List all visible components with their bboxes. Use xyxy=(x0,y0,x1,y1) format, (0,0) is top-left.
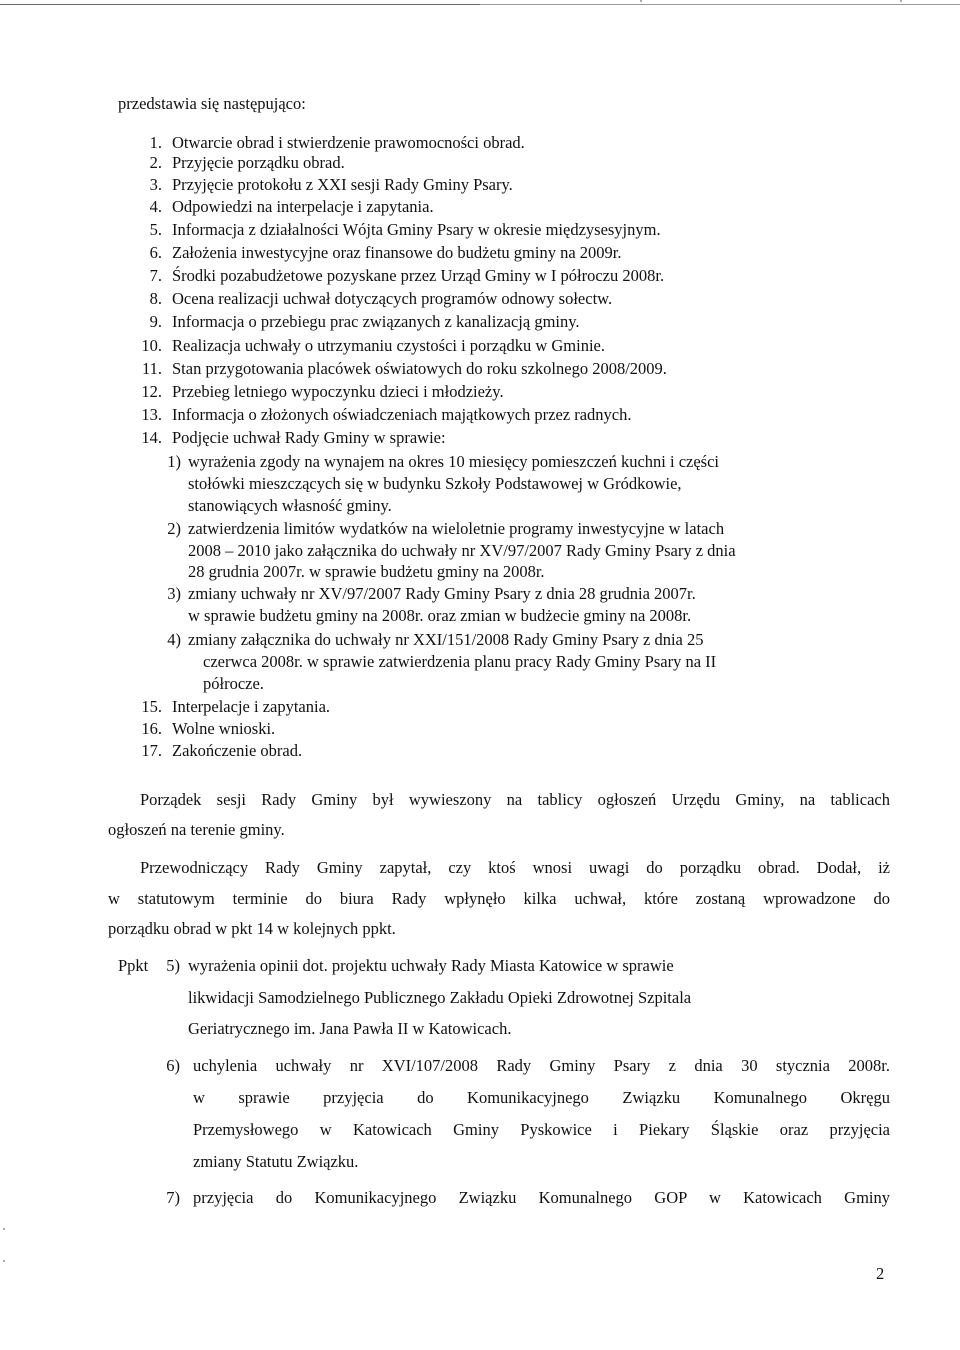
paragraph-line: w statutowym terminie do biura Rady wpłynęło kilka uchwał, które zostaną wprowadzone do xyxy=(108,889,890,908)
agenda-number: 1. xyxy=(149,133,162,152)
agenda-item: Wolne wnioski. xyxy=(172,719,276,738)
sub-item-line: 2008 – 2010 jako załącznika do uchwały nr XV/97/2007 Rady Gminy Psary z dnia xyxy=(188,541,736,560)
paragraph-line: porządku obrad w pkt 14 w kolejnych ppkt. xyxy=(108,919,396,938)
sub-number: 3) xyxy=(167,584,181,603)
ppkt-line: zmiany Statutu Związku. xyxy=(193,1152,359,1171)
ppkt-line: przyjęcia do Komunikacyjnego Związku Komunalnego GOP w Katowicach Gminy xyxy=(193,1188,890,1207)
agenda-number: 12. xyxy=(141,382,162,401)
sub-item-line: w sprawie budżetu gminy na 2008r. oraz zmian w budżecie gminy na 2008r. xyxy=(188,606,692,625)
agenda-number: 4. xyxy=(149,197,162,216)
agenda-item: Informacja z działalności Wójta Gminy Psary w okresie międzysesyjnym. xyxy=(172,220,661,239)
agenda-number: 17. xyxy=(141,741,162,760)
agenda-number: 6. xyxy=(149,243,162,262)
agenda-item: Środki pozabudżetowe pozyskane przez Urząd Gminy w I półroczu 2008r. xyxy=(172,266,665,285)
ppkt-number: 7) xyxy=(166,1188,180,1207)
agenda-number: 10. xyxy=(141,336,162,355)
agenda-number: 8. xyxy=(149,289,162,308)
page-number: 2 xyxy=(876,1264,885,1283)
agenda-item: Informacja o przebiegu prac związanych z kanalizacją gminy. xyxy=(172,312,580,331)
scan-speck xyxy=(3,1260,5,1262)
ppkt-line: wyrażenia opinii dot. projektu uchwały Rady Miasta Katowice w sprawie xyxy=(188,956,674,975)
agenda-item: Otwarcie obrad i stwierdzenie prawomocności obrad. xyxy=(172,133,525,152)
agenda-number: 14. xyxy=(141,428,162,447)
ppkt-label: Ppkt xyxy=(118,956,149,975)
scan-speck xyxy=(900,0,902,2)
ppkt-number: 6) xyxy=(166,1056,180,1075)
sub-item-line: stanowiących własność gminy. xyxy=(188,496,392,515)
agenda-item: Realizacja uchwały o utrzymaniu czystości i porządku w Gminie. xyxy=(172,336,605,355)
agenda-item: Odpowiedzi na interpelacje i zapytania. xyxy=(172,197,434,216)
agenda-number: 7. xyxy=(149,266,162,285)
ppkt-number: 5) xyxy=(166,956,180,975)
agenda-item: Przebieg letniego wypoczynku dzieci i młodzieży. xyxy=(172,382,504,401)
agenda-number: 2. xyxy=(149,153,162,172)
ppkt-line: w sprawie przyjęcia do Komunikacyjnego Związku Komunalnego Okręgu xyxy=(193,1088,890,1107)
sub-number: 4) xyxy=(167,630,181,649)
paragraph-line: ogłoszeń na terenie gminy. xyxy=(108,820,285,839)
agenda-number: 9. xyxy=(149,312,162,331)
sub-item-line: 28 grudnia 2007r. w sprawie budżetu gminy na 2008r. xyxy=(188,562,545,581)
paragraph-line: Porządek sesji Rady Gminy był wywieszony na tablicy ogłoszeń Urzędu Gminy, na tablicach xyxy=(140,790,890,809)
ppkt-line: Geriatrycznego im. Jana Pawła II w Katowicach. xyxy=(188,1019,512,1038)
ppkt-line: likwidacji Samodzielnego Publicznego Zakładu Opieki Zdrowotnej Szpitala xyxy=(188,988,692,1007)
agenda-number: 11. xyxy=(141,359,162,378)
agenda-number: 16. xyxy=(141,719,162,738)
agenda-number: 5. xyxy=(149,220,162,239)
agenda-item: Interpelacje i zapytania. xyxy=(172,697,331,716)
agenda-item: Przyjęcie protokołu z XXI sesji Rady Gminy Psary. xyxy=(172,175,513,194)
sub-item-line: półrocze. xyxy=(203,674,264,693)
agenda-item: Ocena realizacji uchwał dotyczących programów odnowy sołectw. xyxy=(172,289,613,308)
sub-item-line: czerwca 2008r. w sprawie zatwierdzenia planu pracy Rady Gminy Psary na II xyxy=(203,652,717,671)
sub-item-line: zmiany uchwały nr XV/97/2007 Rady Gminy Psary z dnia 28 grudnia 2007r. xyxy=(188,584,696,603)
agenda-item: Informacja o złożonych oświadczeniach majątkowych przez radnych. xyxy=(172,405,632,424)
agenda-number: 3. xyxy=(149,175,162,194)
ppkt-line: uchylenia uchwały nr XVI/107/2008 Rady Gminy Psary z dnia 30 stycznia 2008r. xyxy=(193,1056,890,1075)
scan-speck xyxy=(3,1228,5,1230)
agenda-item: Stan przygotowania placówek oświatowych do roku szkolnego 2008/2009. xyxy=(172,359,667,378)
paragraph-line: Przewodniczący Rady Gminy zapytał, czy ktoś wnosi uwagi do porządku obrad. Dodał, iż xyxy=(140,858,890,877)
sub-number: 2) xyxy=(167,519,181,538)
sub-item-line: zmiany załącznika do uchwały nr XXI/151/2008 Rady Gminy Psary z dnia 25 xyxy=(188,630,704,649)
scan-speck xyxy=(640,0,642,2)
intro-text: przedstawia się następująco: xyxy=(118,94,306,113)
sub-number: 1) xyxy=(167,452,181,471)
sub-item-line: wyrażenia zgody na wynajem na okres 10 miesięcy pomieszczeń kuchni i części xyxy=(188,452,719,471)
ppkt-line: Przemysłowego w Katowicach Gminy Pyskowice i Piekary Śląskie oraz przyjęcia xyxy=(193,1120,890,1139)
sub-item-line: stołówki mieszczących się w budynku Szkoły Podstawowej w Gródkowie, xyxy=(188,474,682,493)
sub-item-line: zatwierdzenia limitów wydatków na wieloletnie programy inwestycyjne w latach xyxy=(188,519,725,538)
scan-border-top-dark xyxy=(0,4,480,5)
agenda-number: 15. xyxy=(141,697,162,716)
agenda-item: Podjęcie uchwał Rady Gminy w sprawie: xyxy=(172,428,446,447)
agenda-number: 13. xyxy=(141,405,162,424)
agenda-item: Założenia inwestycyjne oraz finansowe do budżetu gminy na 2009r. xyxy=(172,243,622,262)
agenda-item: Przyjęcie porządku obrad. xyxy=(172,153,345,172)
agenda-item: Zakończenie obrad. xyxy=(172,741,303,760)
